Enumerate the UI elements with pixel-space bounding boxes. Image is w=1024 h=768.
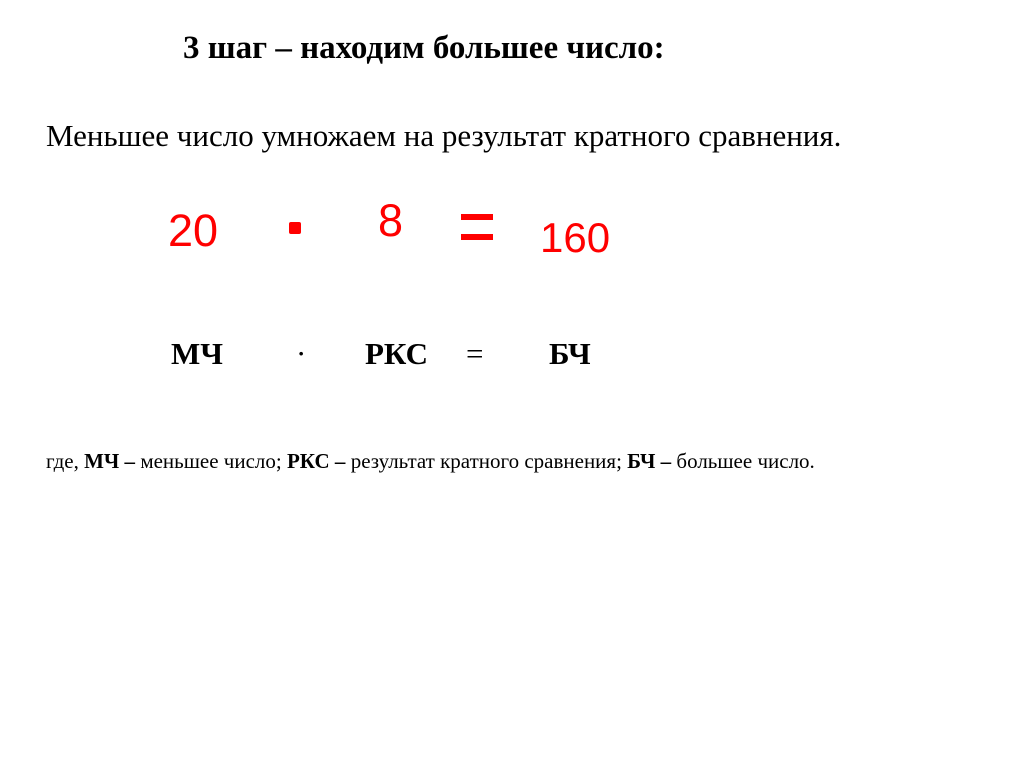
legend-term-ratio: РКС – [286,449,346,473]
legend-def-ratio: результат кратного сравнения; [345,449,628,473]
example-result: 160 [540,214,611,261]
legend-def-larger: большее число. [671,449,815,473]
example-smaller-number: 20 [168,205,219,256]
legend-def-smaller: меньшее число; [135,449,287,473]
formula-ratio: РКС [365,336,429,371]
legend-term-larger: БЧ – [627,449,672,473]
legend [46,449,815,474]
legend-term-smaller: МЧ – [84,449,136,473]
example-multiplier: 8 [378,195,404,246]
multiplication-dot-icon [289,222,301,234]
slide-title: 3 шаг – находим большее число: [183,30,665,66]
formula-dot: · [296,336,307,371]
legend-prefix: где, [46,449,85,473]
slide-subtitle: Меньшее число умножаем на результат кратного сравнения. [46,118,842,153]
formula-larger-number: БЧ [549,336,591,371]
equals-bar-bottom [461,234,493,240]
formula-smaller-number: МЧ [171,336,224,371]
equals-sign-icon [461,214,493,240]
equals-bar-top [461,214,493,220]
formula-equals: = [466,336,484,371]
